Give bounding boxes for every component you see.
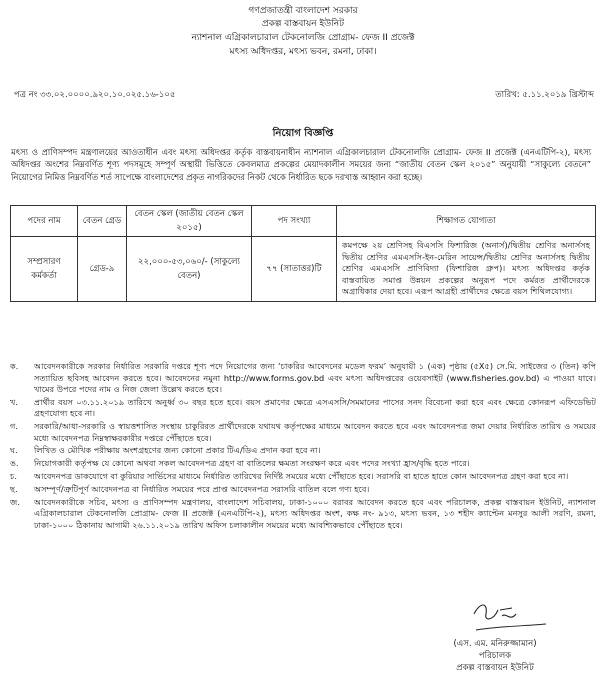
- intro-paragraph: মৎস্য ও প্রাণিসম্পদ মন্ত্রণালয়ের আওতাধীন এবং মৎস্য অধিদপ্তর কর্তৃক বাস্তবায়নাধীন ন্যাশনাল এগ্রিকালচারাল টেকনোলজি প্রোগ্রাম- ফেজ II প্রজেক্ট (এনএটিপি-২), মৎস্য অধিদপ্তর অংশের নিম্নবর্ণিত শূণ্য পদসমূহে সম্পূর্ণ অস্থায়ী ভিত্তিতে কেবলমাত্র প্রকল্পের মেয়াদকালীন সময়ের জন্য “জাতীয় বেতন স্কেল ২০১৫” অনুযায়ী “সাকুল্যে বেতনে” নিয়োগের নিমিত্ত নিম্নবর্ণিত শর্ত সাপেক্ষে বাংলাদেশের প্রকৃত নাগরিকদের নিকট থেকে নির্ধারিত ছকে দরখাস্ত আহ্বান করা হচ্ছে।: [11, 147, 591, 182]
- header-line-4: মৎস্য অধিদপ্তর, মৎস্য ভবন, রমনা, ঢাকা।: [229, 47, 377, 57]
- header-line-3: ন্যাশনাল এগ্রিকালচারাল টেকনোলজি প্রোগ্রাম- ফেজ II প্রজেক্ট: [191, 33, 415, 43]
- signatory-office: প্রকল্প বাস্তবায়ন ইউনিট: [456, 663, 534, 673]
- item-text: লিখিত ও মৌখিক পরীক্ষায় অংশগ্রহণের জন্য কোনো প্রকার টিএ/ডিএ প্রদান করা হবে না।: [34, 445, 321, 456]
- item-marker: খ.: [10, 396, 18, 407]
- item-marker: ছ.: [10, 483, 18, 494]
- list-item: [10, 397, 596, 420]
- item-marker: গ.: [10, 421, 18, 432]
- cell-qualification: কমপক্ষে ২য় শ্রেণিসহ বিএসসি ফিশারিজ (অনার্স)/দ্বিতীয় শ্রেণির অনার্সসহ দ্বিতীয় শ্রেণির এমএসসি-ইন-মেরিন সায়েন্স/দ্বিতীয় শ্রেণির অনার্সসহ দ্বিতীয় শ্রেণির এমএসসি প্রাণিবিদ্যা (ফিশারিজ গ্রুপ)। মৎস্য অধিদপ্তর কর্তৃক বাস্তবায়িত সমাপ্ত উন্নয়ন প্রকল্পের অনুরূপ পদে কর্মরত প্রার্থীদেরকে অগ্রাধিকার দেয়া হবে। এরূপ আগ্রহী প্রার্থীদের ক্ষেত্রে বয়স শিথিলযোগ্য।: [337, 237, 596, 302]
- table-header-row: [11, 206, 596, 237]
- item-marker: জ.: [10, 496, 20, 507]
- header-count: পদ সংখ্যা: [252, 206, 337, 237]
- list-item: [10, 471, 596, 483]
- item-text: আবেদনকারীকে সচিব, মৎস্য ও প্রাণিসম্পদ মন্ত্রণালয়, বাংলাদেশ সচিবালয়, ঢাকা-১০০০ বরাবর আবেদন করতে হবে এবং পরিচালক, প্রকল্প বাস্তবায়ন ইউনিট, ন্যাশনাল এগ্রিকালচারাল টেকনোলজি প্রোগ্রাম- ফেজ II প্রজেক্ট (এনএটিপি-২), মৎস্য অধিদপ্তর অংশ, কক্ষ নং- ৯১৩, মৎস্য ভবন, ১৩ শহীদ ক্যাপ্টেন মনসুর আলী সরণি, রমনা, ঢাকা-১০০০ ঠিকানায় আগামী ২৬.১১.২০১৯ তারিখ অফিস চলাকালীন সময়ের মধ্যে আবশ্যিকভাবে পৌঁছাতে হবে।: [34, 496, 596, 530]
- header-line-2: প্রকল্প বাস্তবায়ন ইউনিট: [261, 19, 345, 29]
- memo-date: তারিখ: ৫.১১.২০১৯ খ্রিস্টাব্দ: [495, 90, 594, 100]
- item-text: অসম্পূর্ণ/ত্রুটিপূর্ণ আবেদনপত্র বা নির্ধারিত সময়ের পরে প্রাপ্ত আবেদনপত্র সরাসরি বাতিল বলে গণ্য হবে।: [34, 483, 370, 494]
- signature-block: [420, 590, 570, 674]
- item-marker: ক.: [10, 361, 19, 371]
- list-item: [10, 458, 596, 470]
- header-scale: বেতন স্কেল (জাতীয় বেতন স্কেল ২০১৫): [127, 206, 252, 237]
- header-post: পদের নাম: [11, 206, 78, 237]
- cell-scale: ২২,০০০-৫৩,০৬০/- (সাকুল্যে বেতন): [127, 237, 252, 302]
- signatory-designation: পরিচালক: [478, 651, 512, 661]
- item-marker: ঘ.: [10, 445, 18, 456]
- cell-count: ৭৭ (সাতাত্তর)টি: [252, 237, 337, 302]
- list-item: [10, 421, 596, 444]
- list-item: [10, 484, 596, 496]
- cell-grade: গ্রেড-৯: [78, 237, 127, 302]
- table-row: [11, 237, 596, 302]
- header-line-1: গণপ্রজাতন্ত্রী বাংলাদেশ সরকার: [248, 6, 358, 16]
- item-marker: চ.: [10, 470, 18, 481]
- memo-reference: পত্র নং ৩৩.০২.০০০০.৯২০.১০.০২৫.১৬-১০৫: [14, 90, 176, 100]
- item-marker: ঙ.: [10, 458, 19, 469]
- item-text: প্রার্থীর বয়স ০৩.১১.২০১৯ তারিখে অনুর্ধ্ব ৩০ বছর হতে হবে। বয়স প্রমাণের ক্ষেত্রে এসএসসি/সমমানের পাসের সনদ বিবেচনা করা হবে এবং ক্ষেত্রে কোনরূপ এফিডেভিট গ্রহণযোগ্য হবে না।: [34, 396, 596, 419]
- vacancy-table: [10, 205, 596, 302]
- conditions-list: [10, 361, 596, 532]
- list-item: [10, 497, 596, 532]
- list-item: [10, 361, 596, 396]
- notice-title: নিয়োগ বিজ্ঞপ্তি: [272, 128, 334, 139]
- item-text: নিয়োগকারী কর্তৃপক্ষ যে কোনো অথবা সকল আবেদনপত্র গ্রহণ বা বাতিলের ক্ষমতা সংরক্ষণ করে এবং পদের সংখ্যা হ্রাস/বৃদ্ধি হতে পারে।: [34, 458, 470, 469]
- cell-post: সম্প্রসারণ কর্মকর্তা: [11, 237, 78, 302]
- header-grade: বেতন গ্রেড: [78, 206, 127, 237]
- item-text: আবেদনকারীকে সরকার নির্ধারিত সরকারি দপ্তরে শূণ্য পদে নিয়োগের জন্য ‘চাকরির আবেদনের মডেল ফরম’ অনুযায়ী ১ (এক) পৃষ্ঠায় (৫X৫) সে.মি. সাইজের ৩ (তিন) কপি সত্যায়িত ছবিসহ আবেদন করতে হবে। আবেদনের নমুনা http://www.forms.gov.bd এবং মৎস্য অধিদপ্তরের ওয়েবসাইট (www.fisheries.gov.bd) এ পাওয়া যাবে। খামের উপরে পদের নাম ও নিজ জেলা উল্লেখ করতে হবে।: [34, 361, 596, 394]
- header-qualification: শিক্ষাগত যোগ্যতা: [337, 206, 596, 237]
- item-text: সরকারি/আধা-সরকারি ও স্বায়ত্তশাসিত সংস্থায় চাকুরিরত প্রার্থীদেরকে যথাযথ কর্তৃপক্ষের মাধ্যমে আবেদন করতে হবে এবং আবেদনপত্র জমা দেয়ার নির্ধারিত তারিখ ও সময়ের মধ্যে আবেদনপত্র নিম্নস্বাক্ষরকারীর দপ্তরে পৌঁছাতে হবে।: [34, 421, 596, 443]
- item-text: আবেদনপত্র ডাকযোগে বা কুরিয়ার সার্ভিসের মাধ্যমে নির্ধারিত তারিখের নির্দিষ্ট সময়ের মধ্যে পৌঁছাতে হবে। সরাসরি বা হাতে হাতে কোন আবেদনপত্র গ্রহণ করা হবে না।: [34, 470, 569, 481]
- signatory-name: (এস. এম. মনিরুজ্জামান): [453, 639, 537, 649]
- list-item: [10, 445, 596, 457]
